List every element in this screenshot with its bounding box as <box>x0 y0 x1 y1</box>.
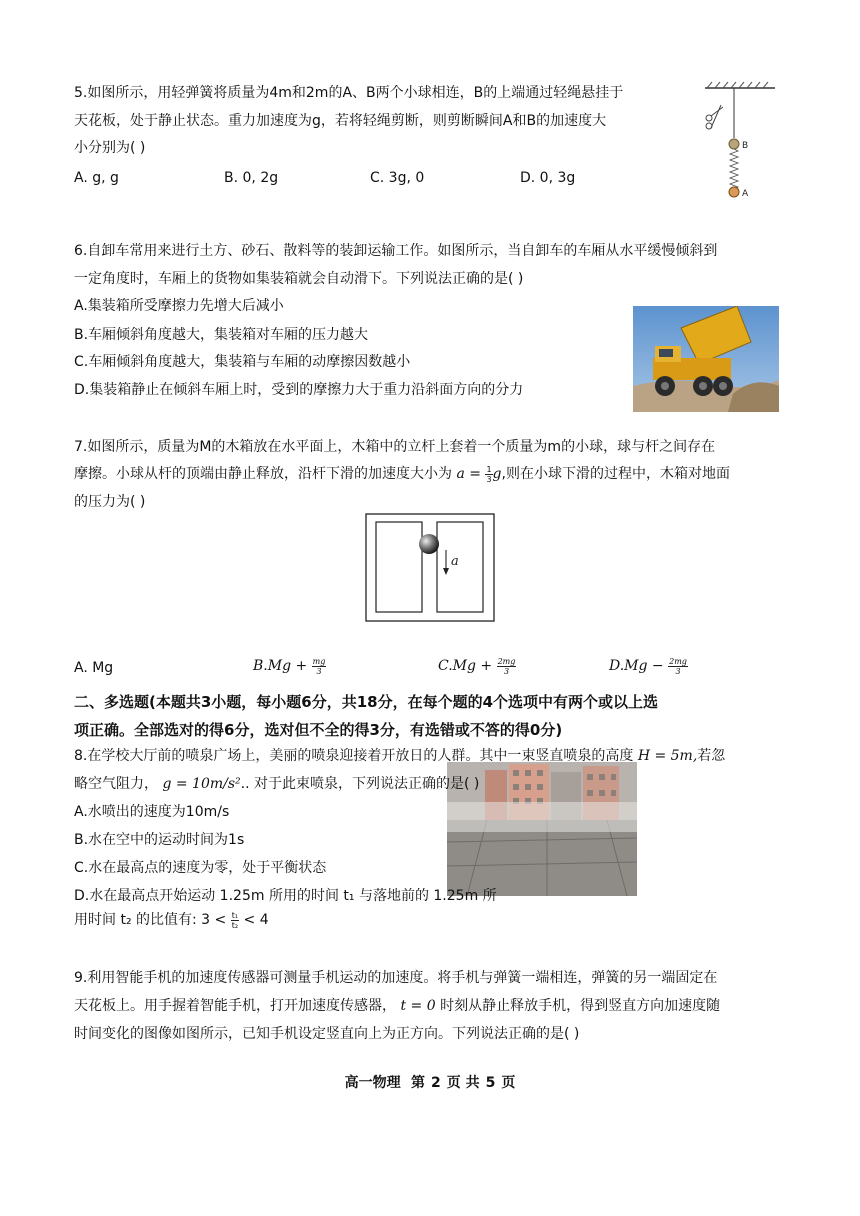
q7-option-a: A. Mg <box>74 660 114 676</box>
footer-page-number: 2 <box>431 1075 441 1091</box>
q5-line-1: 5.如图所示，用轻弹簧将质量为4m和2m的A、B两个小球相连，B的上端通过轻绳悬挂于 <box>74 85 624 101</box>
q5-option-a: A. g, g <box>74 170 119 186</box>
q5-option-d: D. 0, 3g <box>520 170 576 186</box>
q7-line-3: 的压力为( ) <box>74 494 146 510</box>
q8-line-2: 略空气阻力， g = 10m/s².. 对于此束喷泉，下列说法正确的是( ) <box>74 776 480 792</box>
q6-option-c: C.车厢倾斜角度越大，集装箱与车厢的动摩擦因数越小 <box>74 354 411 370</box>
q6-option-a: A.集装箱所受摩擦力先增大后减小 <box>74 298 284 314</box>
wooden-box-figure <box>364 513 496 623</box>
footer-total-pages: 5 <box>485 1075 496 1091</box>
ball-b <box>729 139 739 149</box>
scissors-icon <box>706 105 723 129</box>
q5-line-2: 天花板，处于静止状态。重力加速度为g，若将轻绳剪断，则剪断瞬间A和B的加速度大 <box>74 113 607 129</box>
q8-line-1: 8.在学校大厅前的喷泉广场上，美丽的喷泉迎接着开放日的人群。其中一束竖直喷泉的高度 H = 5m,若忽 <box>74 748 726 764</box>
q9-line-1: 9.利用智能手机的加速度传感器可测量手机运动的加速度。将手机与弹簧一端相连，弹簧的另一端固定在 <box>74 970 718 986</box>
dump-truck-photo <box>633 306 779 412</box>
q9-line-3: 时间变化的图像如图所示，已知手机设定竖直向上为正方向。下列说法正确的是( ) <box>74 1026 580 1042</box>
section-2-heading-line-2: 项正确。全部选对的得6分，选对但不全的得3分，有选错或不答的得0分) <box>74 721 563 739</box>
q5-option-c: C. 3g, 0 <box>370 170 425 186</box>
q7-option-b: B.Mg + $\frac{mg}{3}$ <box>253 656 326 676</box>
section-2-heading-line-1: 二、多选题(本题共3小题，每小题6分，共18分，在每个题的4个选项中有两个或以上选 <box>74 693 659 711</box>
page-footer: 高一物理 第 2 页 共 5 页 <box>344 1075 516 1091</box>
q8-option-c: C.水在最高点的速度为零，处于平衡状态 <box>74 860 327 876</box>
q6-line-1: 6.自卸车常用来进行土方、砂石、散料等的装卸运输工作。如图所示，当自卸车的车厢从水平缓慢倾斜到 <box>74 243 718 259</box>
q6-line-2: 一定角度时，车厢上的货物如集装箱就会自动滑下。下列说法正确的是( ) <box>74 271 524 287</box>
q8-option-d: D.水在最高点开始运动 1.25m 所用的时间 t₁ 与落地前的 1.25m 所 <box>74 888 497 904</box>
q5-option-b: B. 0, 2g <box>224 170 279 186</box>
q6-option-d: D.集装箱静止在倾斜车厢上时，受到的摩擦力大于重力沿斜面方向的分力 <box>74 382 524 398</box>
q9-line-2: 天花板上。用手握着智能手机，打开加速度传感器， t = 0 时刻从静止释放手机，得到竖直方向加速度随 <box>74 998 721 1014</box>
q8-option-d-line-2: 用时间 t₂ 的比值有: 3 < $\frac{\text{t₁}}{\text{t₂}}$ < 4 <box>74 910 269 930</box>
ball-a-label: A <box>742 189 749 199</box>
q7-option-d: D.Mg − $\frac{2mg}{3}$ <box>609 656 687 676</box>
footer-subject: 高一物理 <box>344 1075 401 1091</box>
spring <box>730 149 738 189</box>
small-ball <box>419 534 439 554</box>
accel-label: a <box>451 554 459 569</box>
q8-option-b: B.水在空中的运动时间为1s <box>74 832 245 848</box>
fraction-one-third: $\frac{1}{3}$ <box>486 464 492 484</box>
q8-option-a: A.水喷出的速度为10m/s <box>74 804 230 820</box>
ratio-fraction: $\frac{\text{t₁}}{\text{t₂}}$ <box>231 910 239 930</box>
q7-line-2: 摩擦。小球从杆的顶端由静止释放，沿杆下滑的加速度大小为 a = $\frac{1}{3}$ g,则在小球下滑的过程中，木箱对地面 <box>74 464 730 484</box>
spring-ball-figure <box>695 80 785 205</box>
q7-line-1: 7.如图所示，质量为M的木箱放在水平面上，木箱中的立杆上套着一个质量为m的小球，球与杆之间存在 <box>74 439 716 455</box>
ball-b-label: B <box>742 141 749 151</box>
q7-option-c: C.Mg + $\frac{2mg}{3}$ <box>438 656 516 676</box>
q5-line-3: 小分别为( ) <box>74 140 146 156</box>
q6-option-b: B.车厢倾斜角度越大，集装箱对车厢的压力越大 <box>74 327 369 343</box>
ball-a <box>729 187 739 197</box>
